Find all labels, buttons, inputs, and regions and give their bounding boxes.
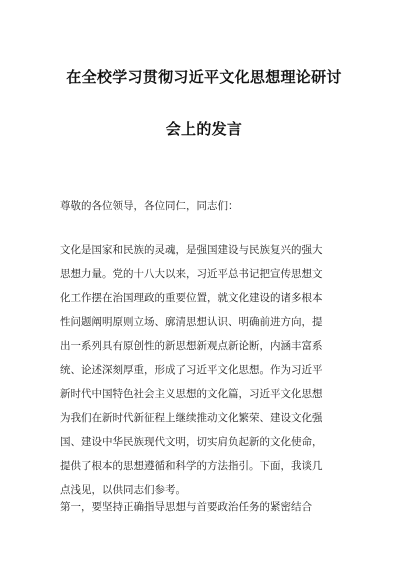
paragraph-line: 统、论述深刻厚重，形成了习近平文化思想。作为习近平 bbox=[60, 364, 323, 376]
paragraph-line: 新时代中国特色社会主义思想的文化篇，习近平文化思想 bbox=[60, 388, 323, 400]
paragraph-line: 点浅见，以供同志们参考。 bbox=[60, 484, 186, 496]
document-title-line-1: 在全校学习贯彻习近平文化思想理论研讨 bbox=[66, 68, 342, 86]
paragraph-line: 出一系列具有原创性的新思想新观点新论断，内涵丰富系 bbox=[60, 340, 323, 352]
document-title-line-2: 会上的发言 bbox=[165, 120, 243, 138]
section-heading: 第一，要坚持正确指导思想与首要政治任务的紧密结合 bbox=[60, 501, 312, 513]
paragraph-line: 为我们在新时代新征程上继续推动文化繁荣、建设文化强 bbox=[60, 412, 323, 424]
paragraph-line: 化工作摆在治国理政的重要位置，就文化建设的诸多根本 bbox=[60, 292, 323, 304]
paragraph-line: 性问题阐明原则立场、廓清思想认识、明确前进方向，提 bbox=[60, 316, 323, 328]
paragraph-line: 提供了根本的思想遵循和科学的方法指引。下面，我谈几 bbox=[60, 460, 323, 472]
paragraph-line: 思想力量。党的十八大以来，习近平总书记把宣传思想文 bbox=[60, 268, 323, 280]
paragraph-line: 国、建设中华民族现代文明，切实肩负起新的文化使命， bbox=[60, 436, 323, 448]
paragraph-intro bbox=[60, 238, 360, 502]
paragraph-line: 文化是国家和民族的灵魂，是强国建设与民族复兴的强大 bbox=[60, 244, 323, 256]
salutation: 尊敬的各位领导，各位同仁，同志们： bbox=[60, 200, 239, 212]
